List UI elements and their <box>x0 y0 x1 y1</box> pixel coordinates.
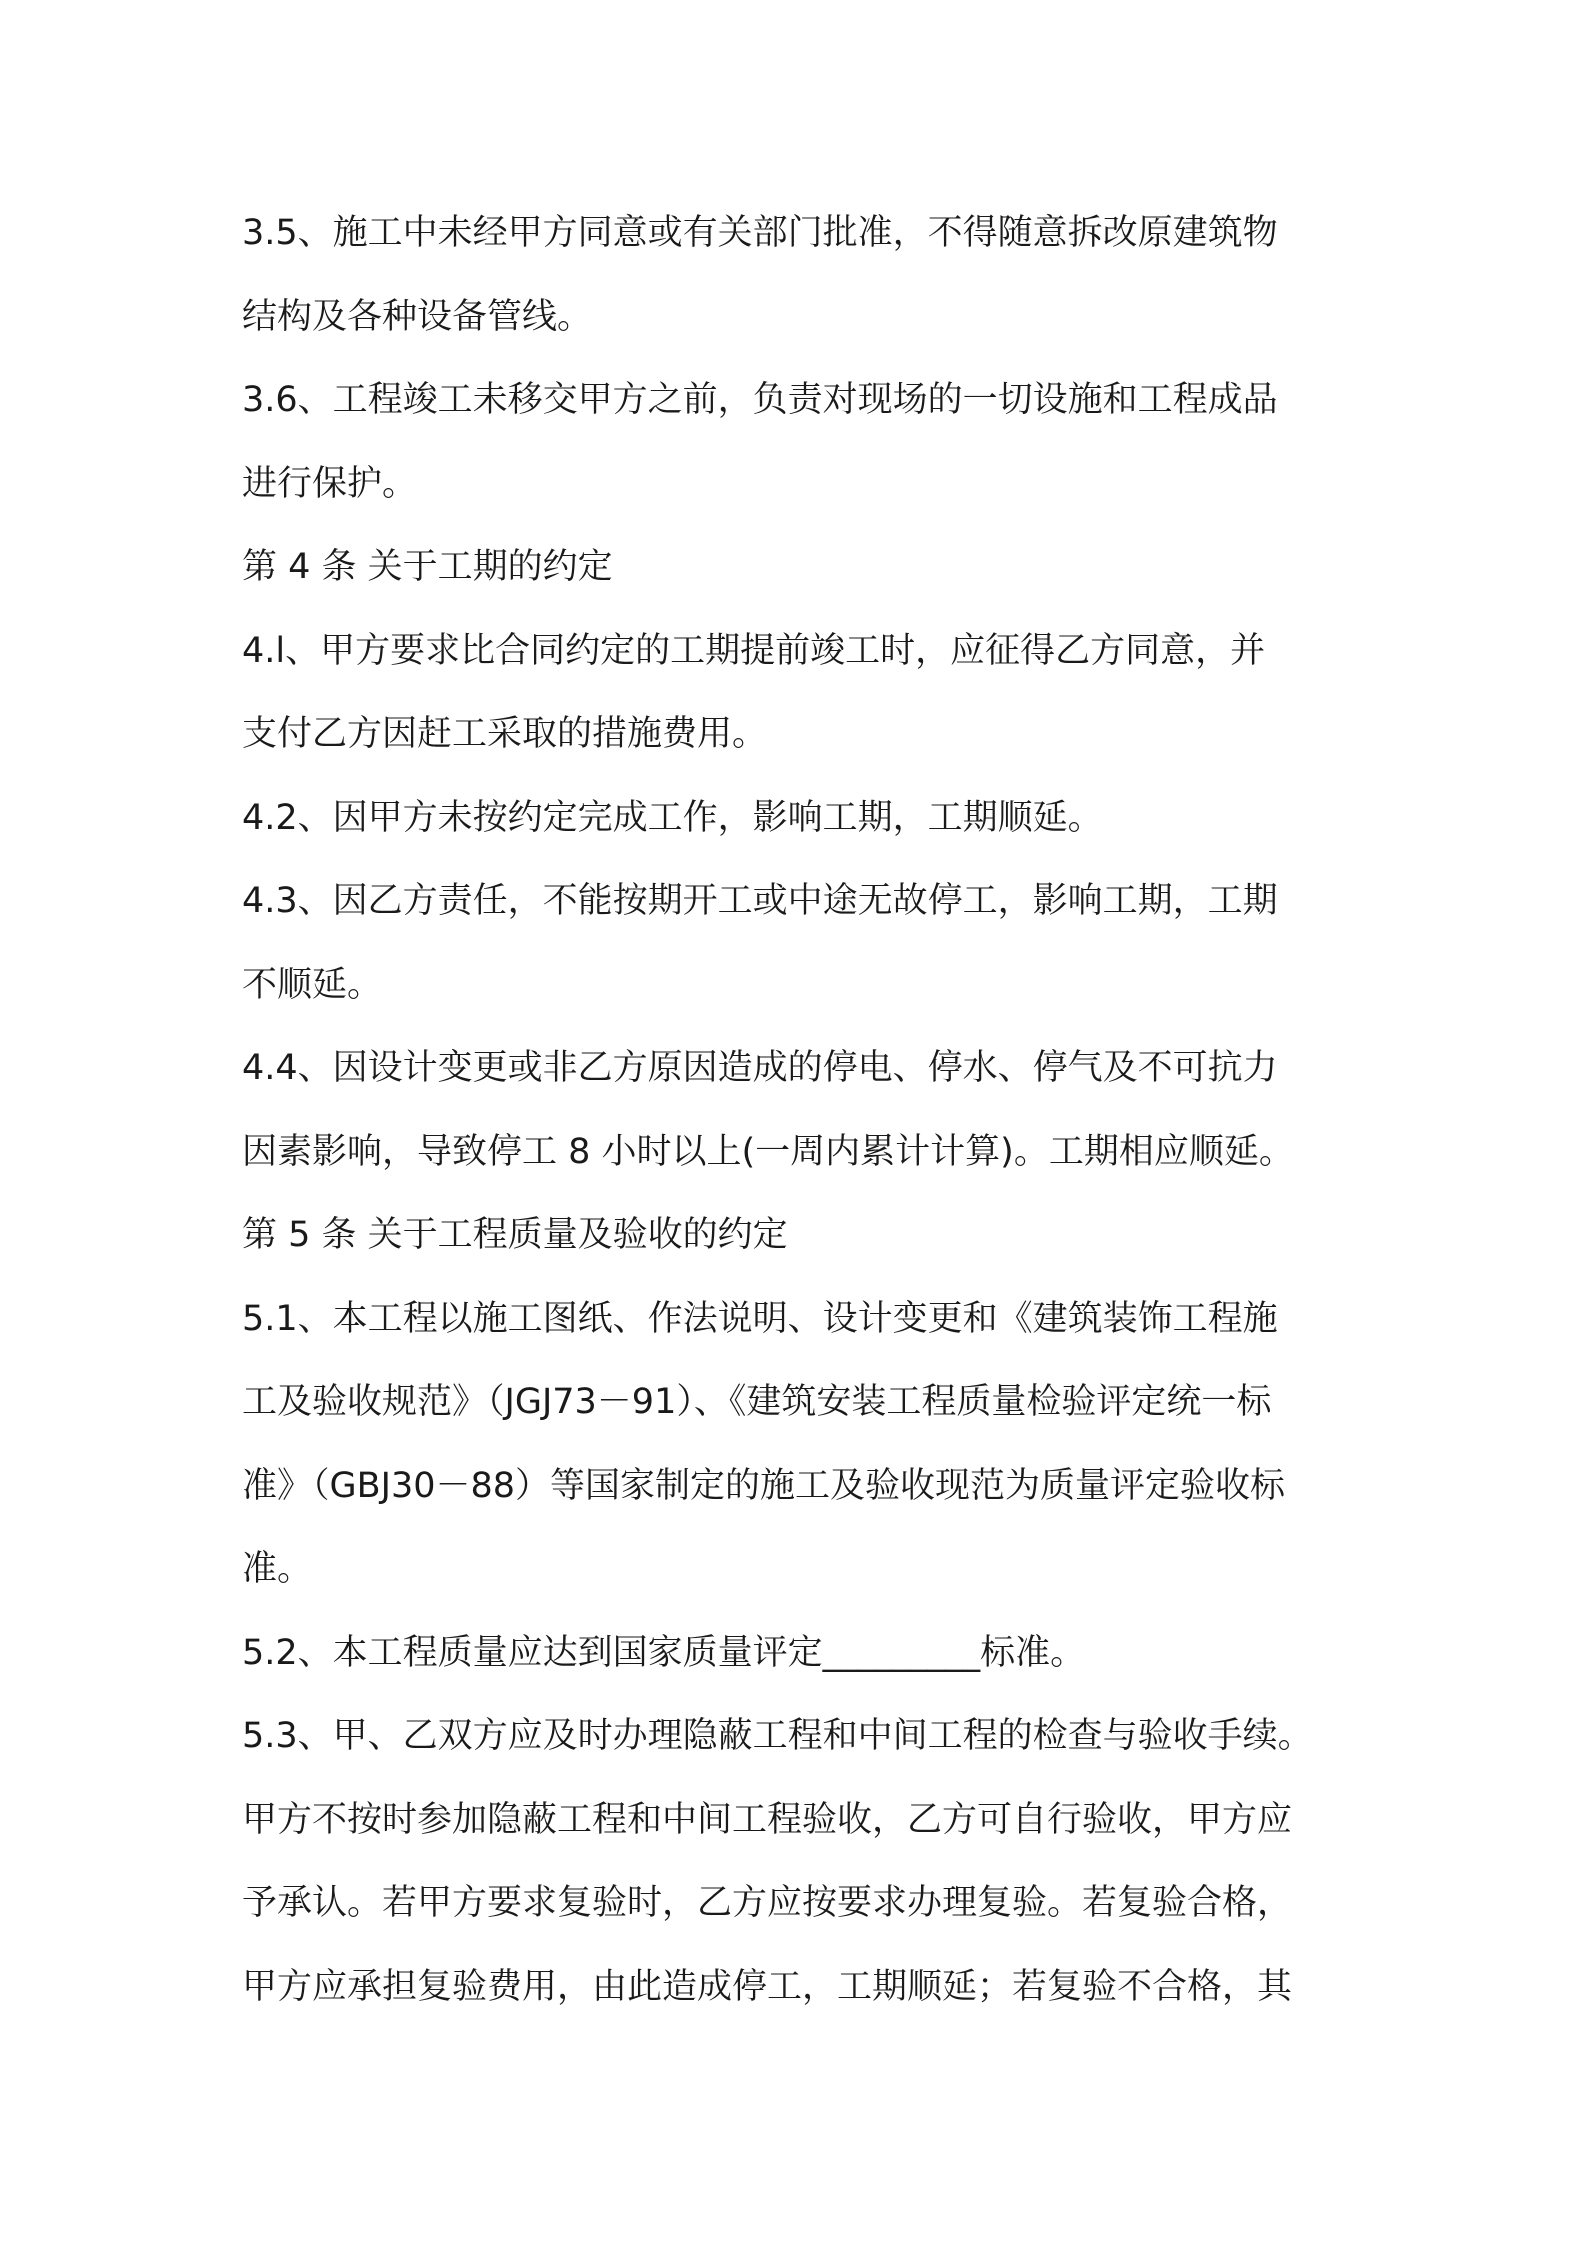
text-line: 5.2、本工程质量应达到国家质量评定_________标准。 <box>242 1632 1086 1673</box>
text-line: 不顺延。 <box>242 964 383 1005</box>
text-line: 5.1、本工程以施工图纸、作法说明、设计变更和《建筑装饰工程施 <box>242 1298 1278 1339</box>
text-line: 5.3、甲、乙双方应及时办理隐蔽工程和中间工程的检查与验收手续。 <box>242 1716 1313 1756</box>
text-line: 予承认。若甲方要求复验时，乙方应按要求办理复验。若复验合格， <box>242 1883 1293 1923</box>
text-line: 因素影响，导致停工 8 小时以上(一周内累计计算)。工期相应顺延。 <box>242 1131 1294 1172</box>
section-heading: 第 4 条 关于工期的约定 <box>242 547 613 587</box>
text-line: 3.6、工程竣工未移交甲方之前，负责对现场的一切设施和工程成品 <box>242 380 1278 420</box>
text-line: 4.l、甲方要求比合同约定的工期提前竣工时，应征得乙方同意，并 <box>242 630 1266 671</box>
text-line: 结构及各种设备管线。 <box>242 296 593 337</box>
text-line: 4.4、因设计变更或非乙方原因造成的停电、停水、停气及不可抗力 <box>242 1048 1278 1088</box>
text-line: 准。 <box>242 1549 313 1589</box>
text-line: 4.3、因乙方责任，不能按期开工或中途无故停工，影响工期，工期 <box>242 881 1278 921</box>
text-line: 甲方不按时参加隐蔽工程和中间工程验收，乙方可自行验收，甲方应 <box>242 1799 1293 1840</box>
text-line: 甲方应承担复验费用，由此造成停工，工期顺延；若复验不合格，其 <box>242 1966 1293 2007</box>
text-line: 准》（GBJ30－88）等国家制定的施工及验收现范为质量评定验收标 <box>242 1465 1286 1506</box>
contract-text <box>242 192 1367 2029</box>
text-line: 3.5、施工中未经甲方同意或有关部门批准，不得随意拆改原建筑物 <box>242 213 1278 253</box>
text-line: 进行保护。 <box>242 463 418 504</box>
text-line: 4.2、因甲方未按约定完成工作，影响工期，工期顺延。 <box>242 797 1103 838</box>
text-line: 工及验收规范》（JGJ73－91）、《建筑安装工程质量检验评定统一标 <box>242 1382 1272 1422</box>
text-line: 支付乙方因赶工采取的措施费用。 <box>242 714 768 754</box>
section-heading: 第 5 条 关于工程质量及验收的约定 <box>242 1215 788 1255</box>
